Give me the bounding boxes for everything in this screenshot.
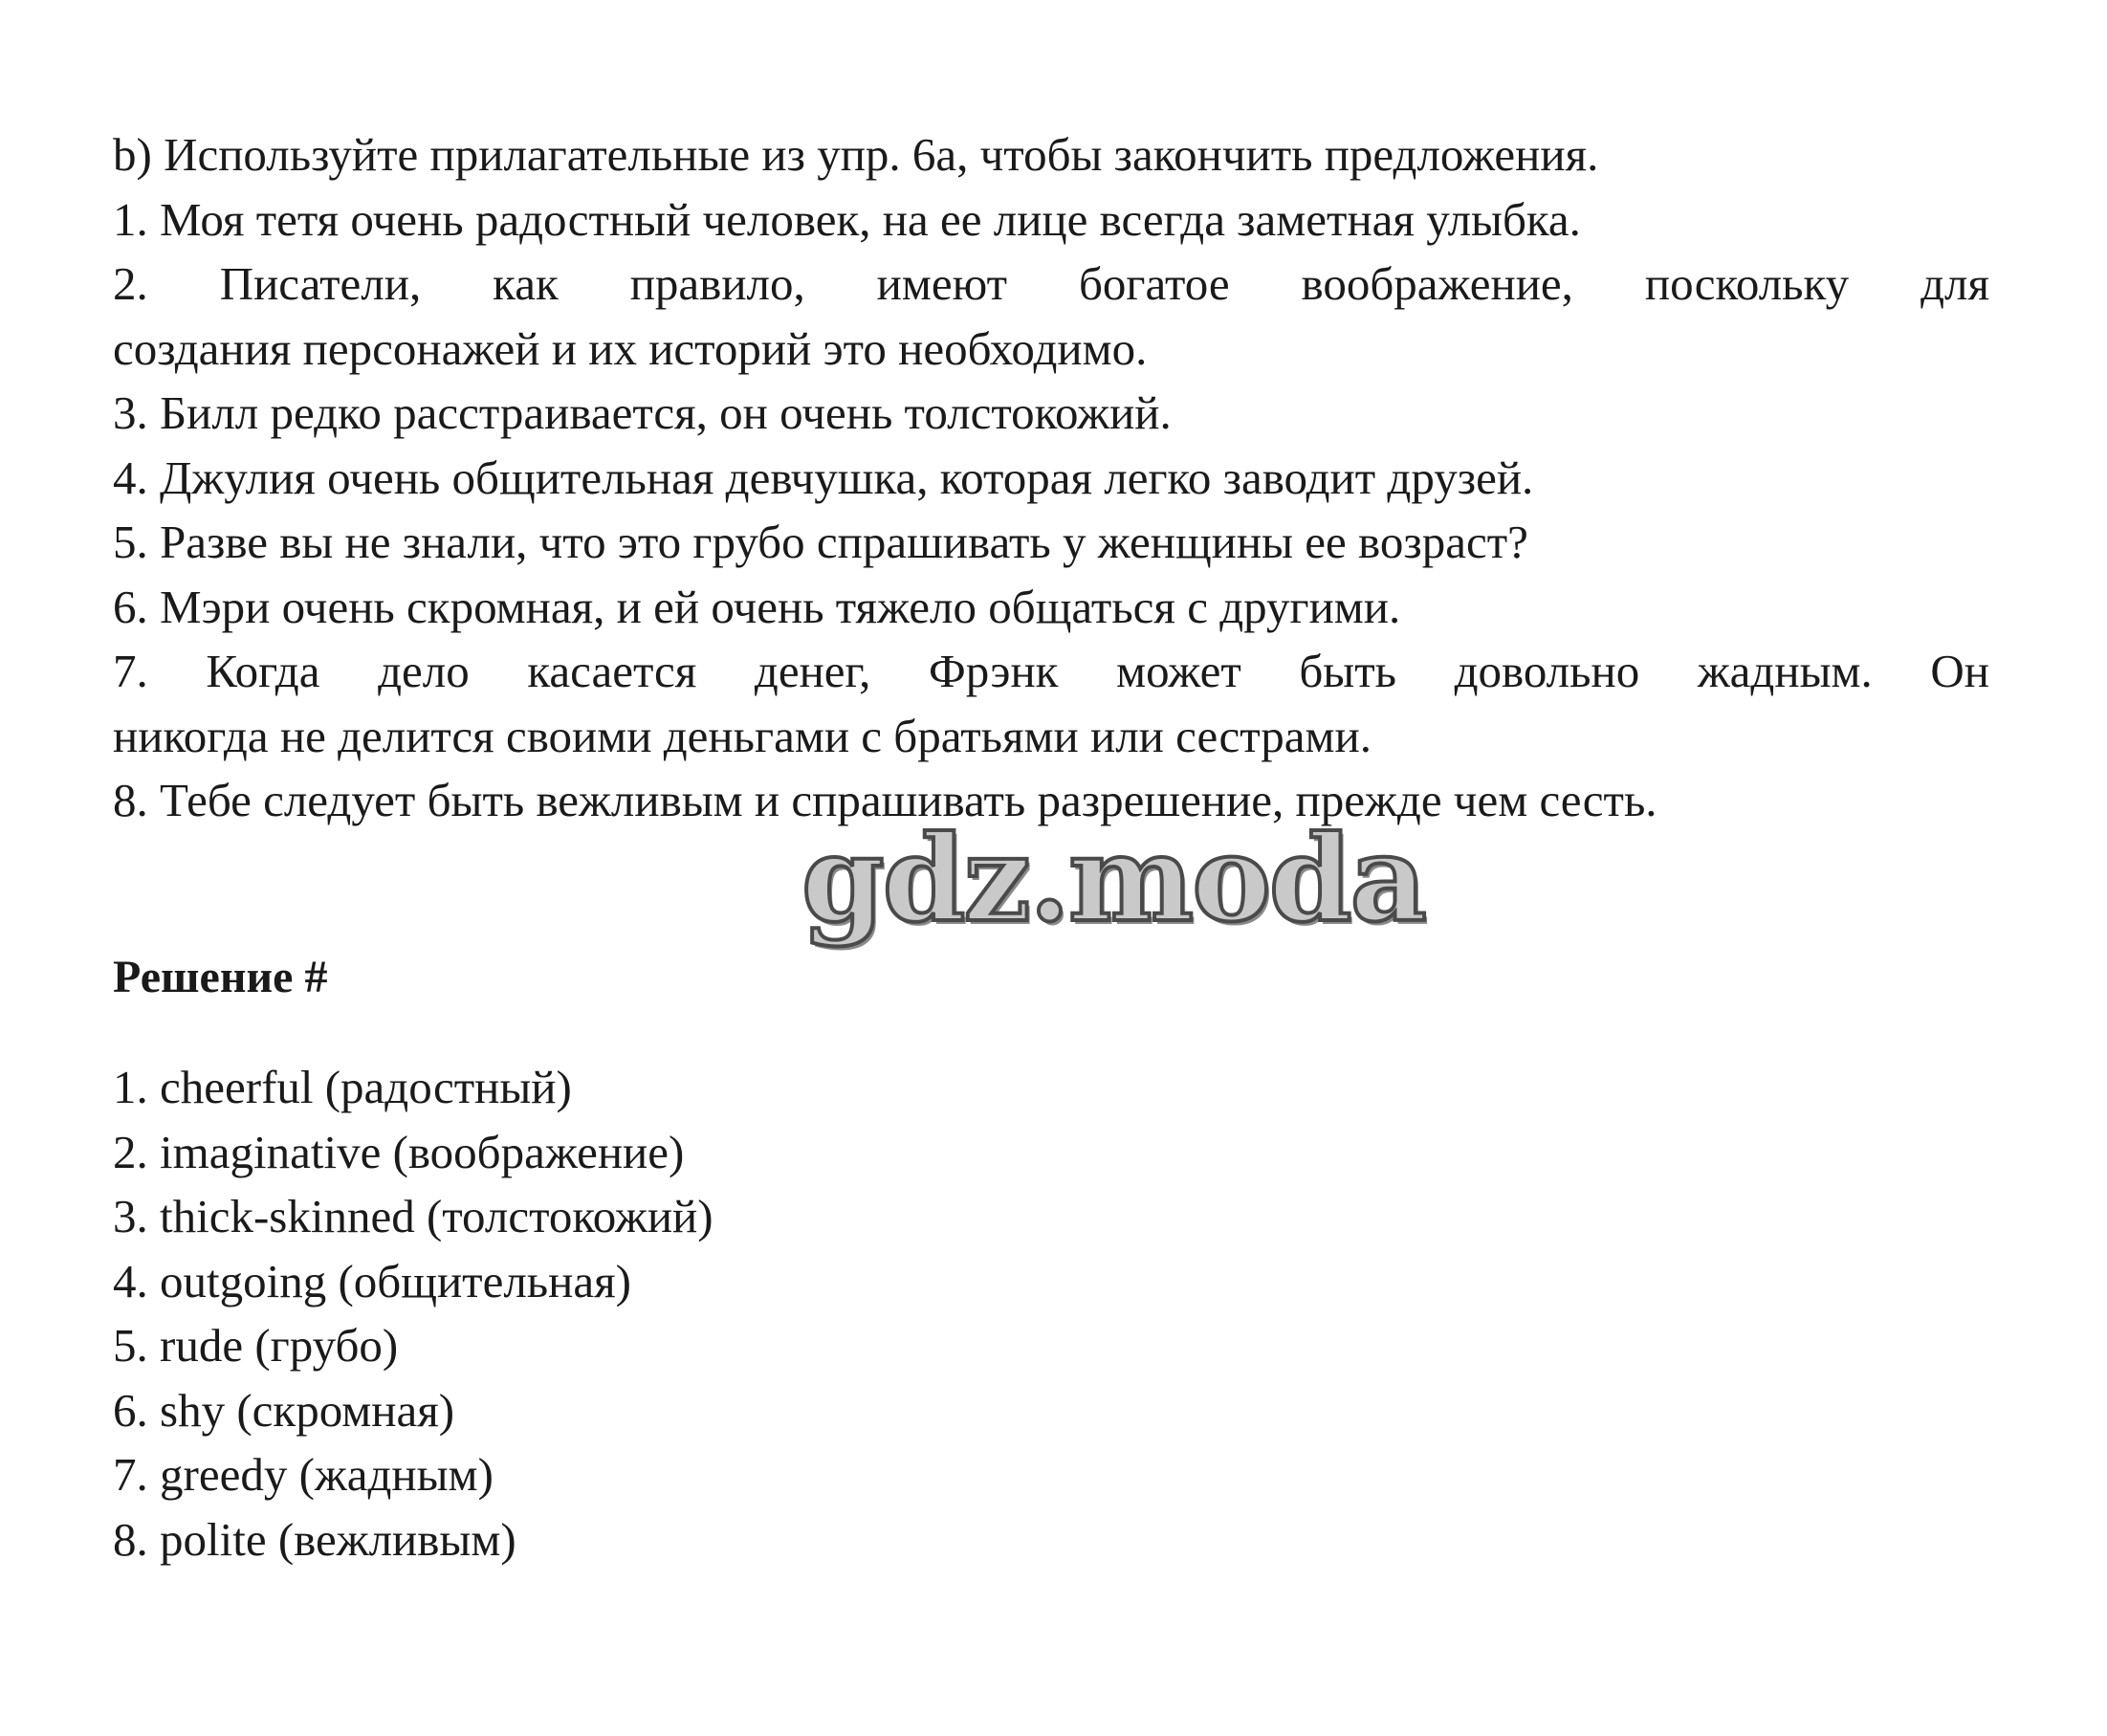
answer-item: 5. rude (грубо): [113, 1319, 399, 1372]
answers-list: [113, 1055, 713, 1571]
sentence-6: 6. Мэри очень скромная, и ей очень тяжело общаться с другими.: [113, 580, 1401, 633]
sentence-7-line-1: 7. Когда дело касается денег, Фрэнк может быть довольно жадным. Он: [113, 645, 1989, 697]
task-header: b) Используйте прилагательные из упр. 6а, чтобы закончить предложения.: [113, 128, 1599, 181]
watermark-logo: gdz.moda: [801, 810, 1425, 949]
sentence-4: 4. Джулия очень общительная девчушка, которая легко заводит друзей.: [113, 450, 1534, 504]
answer-item: 8. polite (вежливым): [113, 1512, 516, 1566]
sentence-2-line-1: 2. Писатели, как правило, имеют богатое воображение, поскольку для: [113, 257, 1989, 310]
answer-item: 2. imaginative (воображение): [113, 1125, 685, 1178]
sentence-5: 5. Разве вы не знали, что это грубо спрашивать у женщины ее возраст?: [113, 516, 1528, 568]
solution-title: Решение #: [113, 952, 328, 1002]
sentence-2-line-2: создания персонажей и их историй это необходимо.: [113, 321, 1148, 375]
answer-item: 1. cheerful (радостный): [113, 1061, 572, 1113]
task-text: [113, 122, 1989, 833]
sentence-1: 1. Моя тетя очень радостный человек, на ее лице всегда заметная улыбка.: [113, 192, 1581, 246]
sentence-8: 8. Тебе следует быть вежливым и спрашивать разрешение, прежде чем сесть.: [113, 774, 1657, 826]
answer-item: 4. outgoing (общительная): [113, 1254, 631, 1307]
sentence-3: 3. Билл редко расстраивается, он очень толстокожий.: [113, 386, 1172, 439]
answer-item: 7. greedy (жадным): [113, 1448, 494, 1501]
answer-item: 6. shy (скромная): [113, 1383, 455, 1437]
sentence-7-line-2: никогда не делится своими деньгами с братьями или сестрами.: [113, 709, 1372, 762]
answer-item: 3. thick-skinned (толстокожий): [113, 1190, 713, 1242]
